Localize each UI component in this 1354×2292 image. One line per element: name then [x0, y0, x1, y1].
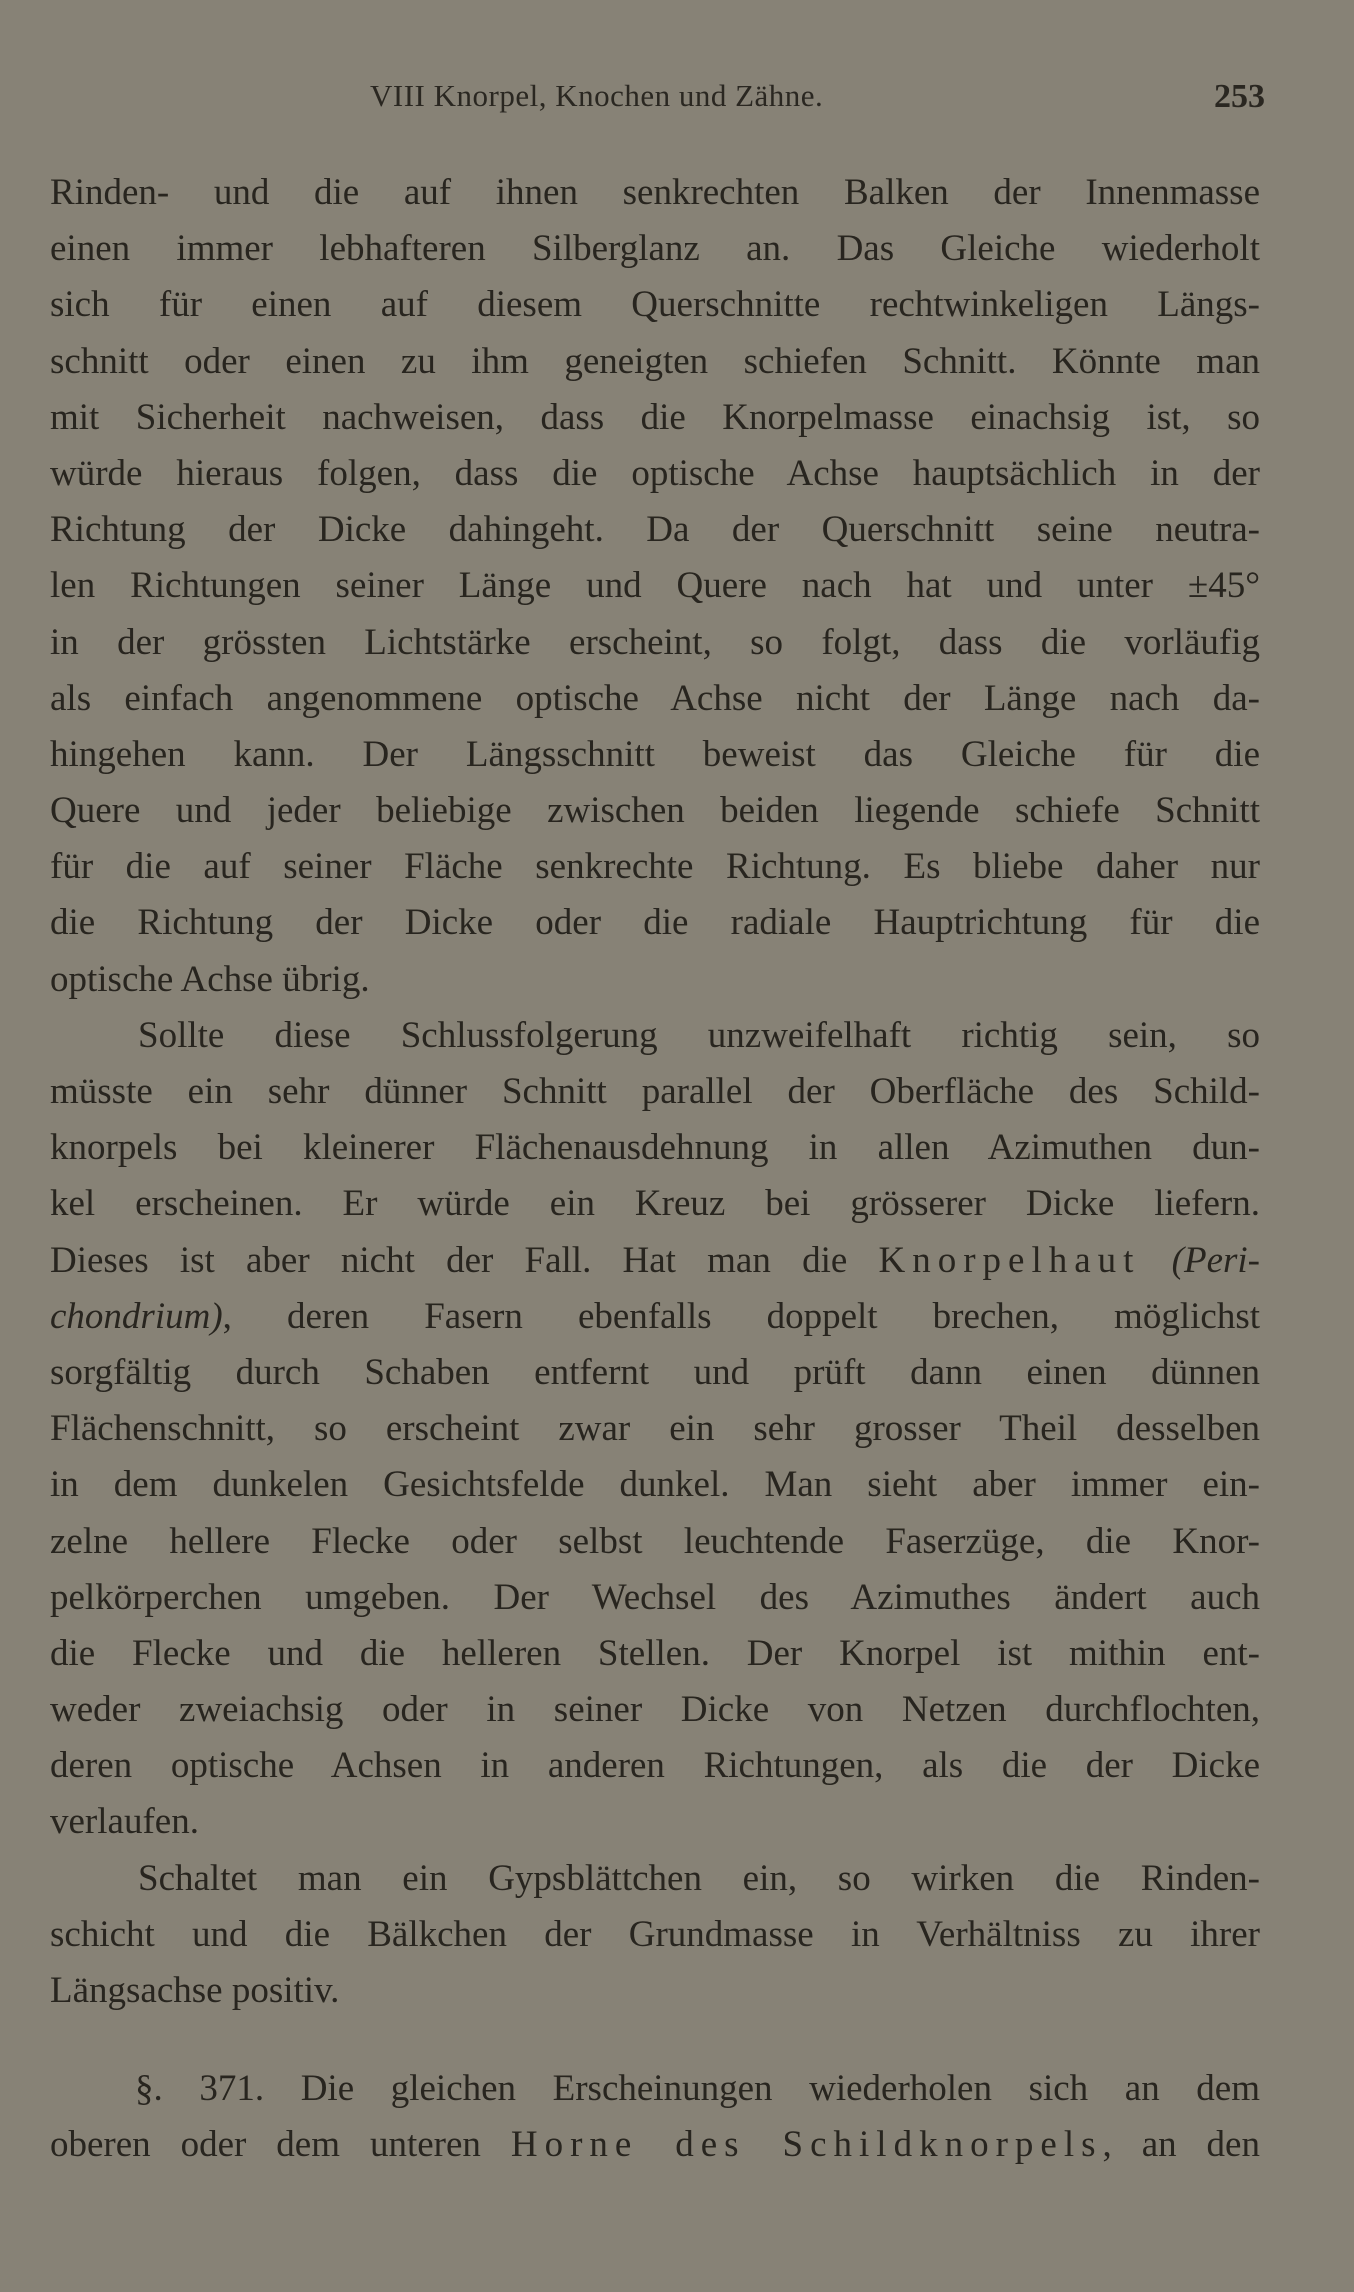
page-number: 253 [1214, 78, 1265, 115]
text-line: für die auf seiner Fläche senkrechte Richtung. Es bliebe daher nur [50, 846, 1260, 888]
text-line: einen immer lebhafteren Silberglanz an. Das Gleiche wiederholt [50, 228, 1260, 270]
paragraph-1 [50, 165, 1260, 1008]
text-line: mit Sicherheit nachweisen, dass die Knorpelmasse einachsig ist, so [50, 396, 1260, 438]
text-line: Richtung der Dicke dahingeht. Da der Querschnitt seine neutra- [50, 509, 1260, 551]
text-line: knorpels bei kleinerer Flächenausdehnung in allen Azimuthen dun- [50, 1127, 1260, 1169]
text-line: kel erscheinen. Er würde ein Kreuz bei grösserer Dicke liefern. [50, 1183, 1260, 1225]
paragraph-2 [50, 1008, 1260, 1851]
spaced-term: Horne des Schildknorpels [510, 2124, 1103, 2166]
text-line: sich für einen auf diesem Querschnitte rechtwinkeligen Längs- [50, 284, 1260, 326]
text-line: Schaltet man ein Gypsblättchen ein, so wirken die Rinden- [138, 1857, 1260, 1899]
page-header [50, 78, 1265, 128]
section-371 [50, 2061, 1260, 2173]
text-line: schicht und die Bälkchen der Grundmasse in Verhältniss zu ihrer [50, 1913, 1260, 1955]
text-line: §. 371. Die gleichen Erscheinungen wiederholen sich an dem [135, 2068, 1260, 2110]
text-line: als einfach angenommene optische Achse nicht der Länge nach da- [50, 677, 1260, 719]
spaced-term: Knorpelhaut [878, 1239, 1141, 1281]
text-line [50, 2117, 1260, 2173]
text-line: weder zweiachsig oder in seiner Dicke von Netzen durchflochten, [50, 1689, 1260, 1731]
text-segment: Dieses ist aber nicht der Fall. Hat man die [50, 1239, 879, 1281]
text-line: müsste ein sehr dünner Schnitt parallel der Oberfläche des Schild- [50, 1071, 1260, 1112]
text-line: die Flecke und die helleren Stellen. Der Knorpel ist mithin ent- [50, 1632, 1260, 1674]
text-segment: , an den [1102, 2124, 1260, 2166]
italic-term: (Peri- [1171, 1239, 1261, 1281]
text-line: Rinden- und die auf ihnen senkrechten Balken der Innenmasse [50, 172, 1260, 213]
body-text [50, 165, 1260, 2174]
text-line: sorgfältig durch Schaben entfernt und prüft dann einen dünnen [50, 1351, 1260, 1393]
text-line: die Richtung der Dicke oder die radiale Hauptrichtung für die [50, 902, 1260, 944]
text-line [50, 1233, 1260, 1289]
text-line [50, 1289, 1260, 1345]
italic-term: chondrium) [50, 1295, 223, 1337]
section-gap [50, 2019, 1260, 2061]
text-line: zelne hellere Flecke oder selbst leuchtende Faserzüge, die Knor- [50, 1520, 1260, 1562]
running-head: VIII Knorpel, Knochen und Zähne. [370, 78, 824, 113]
text-line: optische Achse übrig. [50, 958, 370, 1000]
text-line: len Richtungen seiner Länge und Quere nach hat und unter ±45° [50, 565, 1260, 607]
text-line: schnitt oder einen zu ihm geneigten schiefen Schnitt. Könnte man [50, 340, 1260, 382]
text-line: Längsachse positiv. [50, 1970, 340, 2011]
text-line: pelkörperchen umgeben. Der Wechsel des Azimuthes ändert auch [50, 1576, 1260, 1618]
text-line: deren optische Achsen in anderen Richtungen, als die der Dicke [50, 1745, 1260, 1787]
text-line: Quere und jeder beliebige zwischen beiden liegende schiefe Schnitt [50, 790, 1260, 832]
text-segment: , deren Fasern ebenfalls doppelt brechen, möglichst [222, 1295, 1260, 1337]
text-line: Flächenschnitt, so erscheint zwar ein sehr grosser Theil desselben [50, 1408, 1260, 1450]
text-line: in dem dunkelen Gesichtsfelde dunkel. Man sieht aber immer ein- [50, 1464, 1260, 1506]
text-line: in der grössten Lichtstärke erscheint, so folgt, dass die vorläufig [50, 621, 1260, 663]
text-line: Sollte diese Schlussfolgerung unzweifelhaft richtig sein, so [138, 1014, 1260, 1056]
text-line: verlaufen. [50, 1801, 199, 1843]
text-line: hingehen kann. Der Längsschnitt beweist das Gleiche für die [50, 733, 1260, 775]
text-line: würde hieraus folgen, dass die optische Achse hauptsächlich in der [50, 452, 1260, 494]
text-segment: oberen oder dem unteren [50, 2124, 511, 2166]
paragraph-3 [50, 1851, 1260, 2020]
